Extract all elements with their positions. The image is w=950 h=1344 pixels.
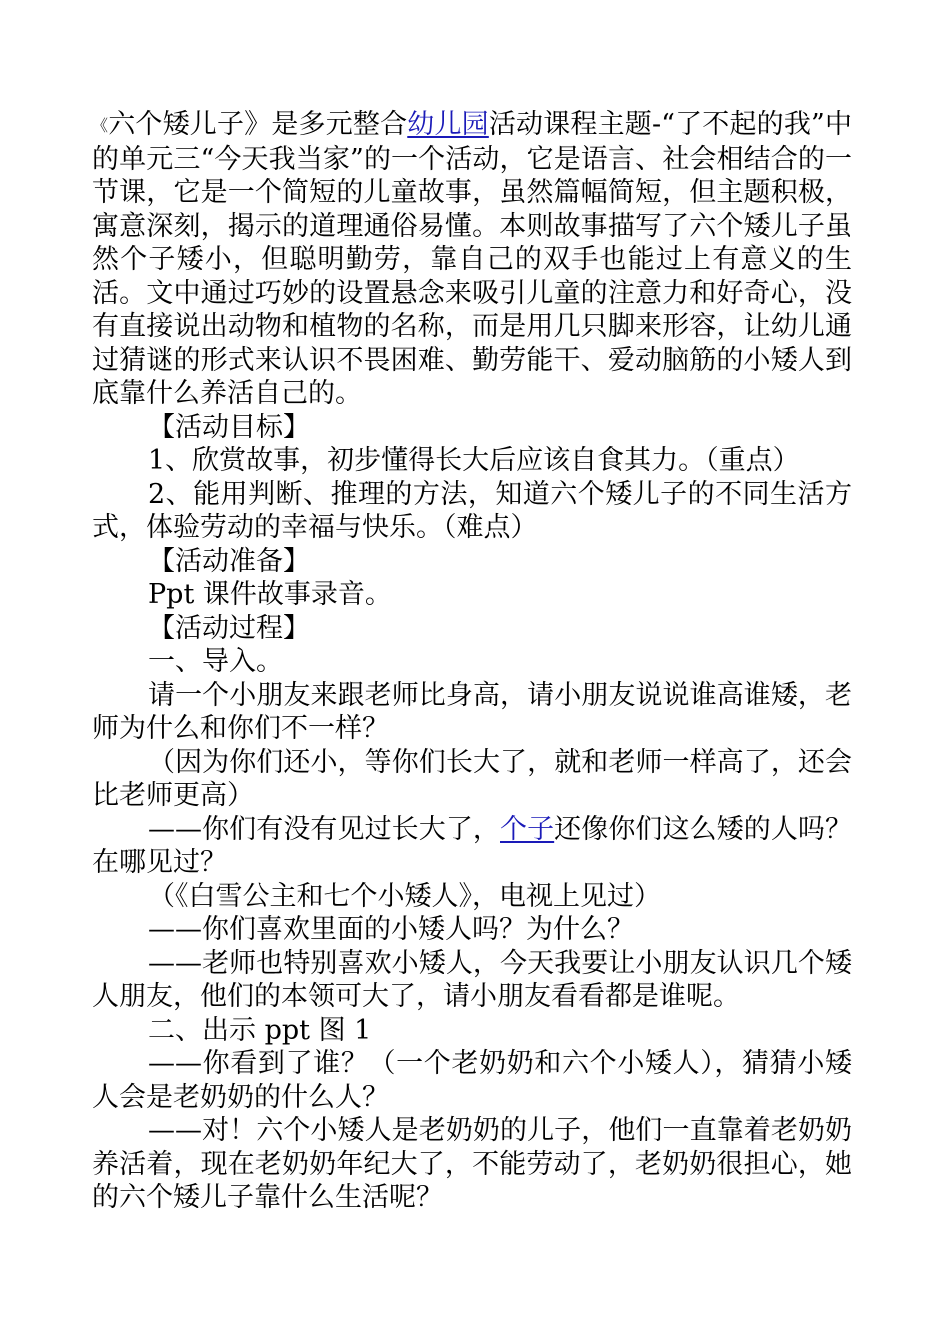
question-4: ——你看到了谁？（一个老奶奶和六个小矮人），猜猜小矮人会是老奶奶的什么人？ [92,1048,852,1113]
goal-2: 2、能用判断、推理的方法，知道六个矮儿子的不同生活方式，体验劳动的幸福与快乐。（难点） [92,478,852,543]
process-heading: 【活动过程】 [148,612,310,644]
question-1-part2: 还像你们这么矮的人吗？在哪见过？ [92,813,853,878]
step-1-title: 一、导入。 [148,646,283,677]
goals-heading: 【活动目标】 [148,411,310,443]
intro-text-part2: 活动课程主题-“了不起的我”中的单元三“今天我当家”的一个活动，它是语言、社会相结合的一节课，它是一个简短的儿童故事，虽然篇幅简短，但主题积极，寓意深刻，揭示的道理通俗易懂。本则故事描写了六个矮儿子虽然个子矮小，但聪明勤劳，靠自己的双手也能过上有意义的生活。文中通过巧妙的设置悬念来吸引儿童的注意力和好奇心，没有直接说出动物和植物的名称，而是用几只脚来形容，让幼儿通过猜谜的形式来认识不畏困难、勤劳能干、爱动脑筋的小矮人到底靠什么养活自己的。 [92,109,852,409]
prep-text: Ppt 课件故事录音。 [148,579,392,610]
intro-quote-mark: 《 [92,116,109,135]
step-2-title: 二、出示 ppt 图 1 [148,1014,372,1046]
step-1-answer: （因为你们还小，等你们长大了，就和老师一样高了，还会比老师更高） [92,746,852,811]
document-page [92,108,852,1215]
question-5: ——对！六个小矮人是老奶奶的儿子，他们一直靠着老奶奶养活着，现在老奶奶年纪大了，不能劳动了，老奶奶很担心，她的六个矮儿子靠什么生活呢？ [92,1115,852,1213]
intro-paragraph [92,108,852,411]
question-1-part1: ——你们有没有见过长大了， [148,813,500,845]
intro-text-part1: 六个矮儿子》是多元整合 [108,109,408,140]
stature-link[interactable]: 个子 [500,813,555,845]
question-1-answer: （《白雪公主和七个小矮人》，电视上见过） [148,880,661,912]
question-1 [92,813,852,880]
question-3: ——老师也特别喜欢小矮人，今天我要让小朋友认识几个矮人朋友，他们的本领可大了，请小朋友看看都是谁呢。 [92,947,852,1012]
prep-heading: 【活动准备】 [148,545,310,577]
goal-1: 1、欣赏故事，初步懂得长大后应该自食其力。（重点） [148,445,800,476]
question-2: ——你们喜欢里面的小矮人吗？为什么？ [148,914,634,945]
kindergarten-link[interactable]: 幼儿园 [407,109,489,140]
step-1-text: 请一个小朋友来跟老师比身高，请小朋友说说谁高谁矮，老师为什么和你们不一样？ [92,679,852,744]
